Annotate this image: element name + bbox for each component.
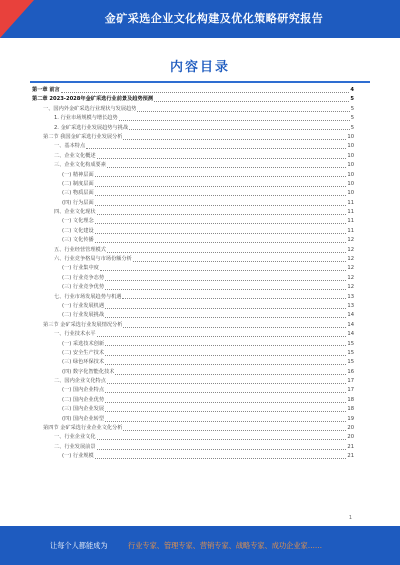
toc-leader-dots xyxy=(105,317,346,318)
toc-leader-dots xyxy=(107,383,347,384)
toc-entry[interactable] xyxy=(32,452,354,461)
toc-leader-dots xyxy=(105,345,346,346)
toc-leader-dots xyxy=(61,92,350,93)
toc-entry[interactable] xyxy=(32,396,354,405)
toc-entry-page: 5 xyxy=(350,96,354,103)
toc-entry[interactable] xyxy=(32,293,354,302)
toc-leader-dots xyxy=(105,355,346,356)
toc-leader-dots xyxy=(105,402,346,403)
toc-entry[interactable] xyxy=(32,349,354,358)
toc-entry[interactable] xyxy=(32,133,354,142)
toc-leader-dots xyxy=(105,364,346,365)
toc-entry-page: 5 xyxy=(350,105,354,112)
toc-entry[interactable] xyxy=(32,255,354,264)
toc-entry-text: 一、国内外金矿采选行业现状与发展趋势 xyxy=(43,105,137,112)
toc-entry-page: 11 xyxy=(347,227,354,234)
toc-entry-text: (一) 国内企业特点 xyxy=(62,387,105,394)
footer-slogan: 行业专家、管理专家、营销专家、战略专家、成功企业家…… xyxy=(128,541,323,550)
toc-entry[interactable] xyxy=(32,377,354,386)
toc-entry-text: 一、行业技术水平 xyxy=(54,331,96,338)
toc-entry-text: 第二章 2023-2028年金矿采选行业前景及趋势预测 xyxy=(32,96,154,103)
toc-entry-page: 15 xyxy=(347,349,354,356)
toc-entry[interactable] xyxy=(32,405,354,414)
toc-entry[interactable] xyxy=(32,217,354,226)
toc-entry-text: 四、企业文化现状 xyxy=(54,209,96,216)
toc-entry-text: (一) 文化理念 xyxy=(62,218,94,225)
toc-entry-text: (三) 行业竞争优势 xyxy=(62,284,105,291)
toc-entry-text: 七、行业市场发展趋势与机遇 xyxy=(54,293,122,300)
toc-leader-dots xyxy=(122,298,346,299)
toc-entry-page: 12 xyxy=(347,284,354,291)
toc-leader-dots xyxy=(105,308,346,309)
toc-entry-text: 三、企业文化构成要素 xyxy=(54,162,106,169)
footer-bar xyxy=(0,526,400,565)
toc-entry[interactable] xyxy=(32,387,354,396)
toc-entry-text: (四) 行为层面 xyxy=(62,199,94,206)
toc-entry-page: 10 xyxy=(347,190,354,197)
toc-entry-page: 18 xyxy=(347,406,354,413)
toc-entry-text: (三) 物质层面 xyxy=(62,190,94,197)
toc-leader-dots xyxy=(97,158,347,159)
toc-entry-page: 5 xyxy=(350,124,354,131)
toc-divider xyxy=(30,81,370,83)
toc-entry-page: 14 xyxy=(347,321,354,328)
toc-entry-page: 10 xyxy=(347,143,354,150)
toc-entry-page: 17 xyxy=(347,387,354,394)
toc-entry[interactable] xyxy=(32,321,354,330)
toc-entry-text: (一) 精神层面 xyxy=(62,171,94,178)
toc-entry-page: 18 xyxy=(347,396,354,403)
toc-entry[interactable] xyxy=(32,180,354,189)
toc-entry-page: 11 xyxy=(347,199,354,206)
toc-entry-text: 二、行业发展前景 xyxy=(54,443,96,450)
toc-entry[interactable] xyxy=(32,124,354,133)
toc-leader-dots xyxy=(95,458,347,459)
toc-entry[interactable] xyxy=(32,246,354,255)
toc-entry-page: 11 xyxy=(347,209,354,216)
toc-entry[interactable] xyxy=(32,274,354,283)
toc-entry-page: 10 xyxy=(347,152,354,159)
toc-leader-dots xyxy=(105,392,346,393)
toc-entry-page: 12 xyxy=(347,237,354,244)
toc-entry[interactable] xyxy=(32,311,354,320)
toc-leader-dots xyxy=(123,430,346,431)
toc-entry-text: (一) 行业集中度 xyxy=(62,265,99,272)
toc-entry[interactable] xyxy=(32,424,354,433)
toc-entry[interactable] xyxy=(32,95,354,104)
toc-entry-text: 五、行业经营管理模式 xyxy=(54,246,106,253)
toc-entry-page: 17 xyxy=(347,378,354,385)
toc-leader-dots xyxy=(95,205,347,206)
toc-entry-text: 一、基本特点 xyxy=(54,143,86,150)
toc-entry-text: 2. 金矿采选行业发展趋势与挑战 xyxy=(54,124,129,131)
toc-leader-dots xyxy=(95,195,347,196)
toc-entry-page: 15 xyxy=(347,359,354,366)
toc-entry-text: (二) 文化建设 xyxy=(62,227,94,234)
toc-entry-text: (四) 国内企业转型 xyxy=(62,415,105,422)
toc-leader-dots xyxy=(95,176,347,177)
toc-entry-page: 16 xyxy=(347,368,354,375)
toc-entry[interactable] xyxy=(32,171,354,180)
toc-leader-dots xyxy=(105,411,346,412)
table-of-contents xyxy=(32,86,354,462)
toc-leader-dots xyxy=(97,336,347,337)
toc-entry[interactable] xyxy=(32,208,354,217)
toc-entry-text: 第一章 前言 xyxy=(32,86,60,93)
toc-entry-page: 21 xyxy=(347,453,354,460)
toc-entry-text: (二) 行业发展挑战 xyxy=(62,312,105,319)
toc-leader-dots xyxy=(97,449,347,450)
toc-leader-dots xyxy=(97,214,347,215)
toc-entry[interactable] xyxy=(32,189,354,198)
toc-entry-text: (二) 制度层面 xyxy=(62,180,94,187)
toc-entry[interactable] xyxy=(32,443,354,452)
toc-leader-dots xyxy=(154,101,349,102)
toc-entry-page: 11 xyxy=(347,218,354,225)
toc-leader-dots xyxy=(97,439,347,440)
toc-leader-dots xyxy=(105,289,346,290)
toc-entry-page: 12 xyxy=(347,274,354,281)
toc-leader-dots xyxy=(137,111,349,112)
toc-entry-page: 10 xyxy=(347,180,354,187)
toc-entry[interactable] xyxy=(32,415,354,424)
toc-entry-text: 一、行业企业文化 xyxy=(54,434,96,441)
toc-leader-dots xyxy=(123,139,346,140)
toc-entry-text: 第三节 金矿采选行业发展情况分析 xyxy=(43,321,123,328)
toc-entry-page: 14 xyxy=(347,331,354,338)
toc-entry-text: (二) 安全生产技术 xyxy=(62,349,105,356)
toc-entry-text: (三) 绿色环保技术 xyxy=(62,359,105,366)
toc-entry[interactable] xyxy=(32,227,354,236)
toc-heading: 内容目录 xyxy=(169,60,230,75)
toc-entry[interactable] xyxy=(32,236,354,245)
toc-entry[interactable] xyxy=(32,368,354,377)
toc-leader-dots xyxy=(95,233,347,234)
toc-entry-page: 20 xyxy=(347,434,354,441)
toc-entry-page: 12 xyxy=(347,256,354,263)
toc-entry-text: 二、国内企业文化特点 xyxy=(54,378,106,385)
toc-entry-page: 19 xyxy=(347,415,354,422)
toc-entry[interactable] xyxy=(32,340,354,349)
toc-entry-text: (一) 行业发展机遇 xyxy=(62,302,105,309)
header-red-triangle xyxy=(0,0,34,38)
toc-leader-dots xyxy=(105,421,346,422)
toc-entry-text: (四) 数字化智能化技术 xyxy=(62,368,115,375)
toc-entry-page: 12 xyxy=(347,246,354,253)
toc-entry[interactable] xyxy=(32,86,354,95)
toc-leader-dots xyxy=(119,120,350,121)
toc-leader-dots xyxy=(133,261,347,262)
toc-entry-text: (一) 行业规模 xyxy=(62,453,94,460)
toc-leader-dots xyxy=(86,148,346,149)
toc-entry[interactable] xyxy=(32,330,354,339)
toc-entry[interactable] xyxy=(32,199,354,208)
toc-entry-page: 20 xyxy=(347,425,354,432)
toc-entry-page: 4 xyxy=(350,86,354,93)
toc-entry-text: 六、行业竞争格局与市场份额分析 xyxy=(54,256,132,263)
toc-entry[interactable] xyxy=(32,142,354,151)
toc-leader-dots xyxy=(107,252,347,253)
toc-entry-page: 21 xyxy=(347,443,354,450)
toc-entry-text: 第二节 我国金矿采选行业发展分析 xyxy=(43,133,123,140)
footer-lead-text: 让每个人都能成为 xyxy=(50,541,108,550)
toc-entry-text: (三) 文化传播 xyxy=(62,237,94,244)
toc-entry-text: (一) 采选技术创新 xyxy=(62,340,105,347)
toc-leader-dots xyxy=(95,186,347,187)
toc-entry-text: 二、企业文化概述 xyxy=(54,152,96,159)
toc-entry-text: (二) 行业竞争态势 xyxy=(62,274,105,281)
report-header-bar xyxy=(0,0,400,38)
toc-entry-page: 13 xyxy=(347,293,354,300)
toc-entry-text: 1. 行业市场规模与增长趋势 xyxy=(54,115,118,122)
toc-entry[interactable] xyxy=(32,358,354,367)
toc-leader-dots xyxy=(95,242,347,243)
report-title: 金矿采选企业文化构建及优化策略研究报告 xyxy=(104,12,324,25)
toc-entry-text: 第四节 金矿采选行业企业文化分析 xyxy=(43,425,123,432)
toc-entry-page: 14 xyxy=(347,312,354,319)
toc-entry[interactable] xyxy=(32,264,354,273)
toc-entry[interactable] xyxy=(32,114,354,123)
toc-leader-dots xyxy=(100,270,347,271)
toc-entry-text: (三) 国内企业发展 xyxy=(62,406,105,413)
toc-entry-page: 12 xyxy=(347,265,354,272)
toc-entry[interactable] xyxy=(32,105,354,114)
toc-entry[interactable] xyxy=(32,152,354,161)
page-number: 1 xyxy=(348,515,352,521)
toc-entry[interactable] xyxy=(32,283,354,292)
toc-leader-dots xyxy=(115,374,346,375)
toc-leader-dots xyxy=(105,280,346,281)
toc-leader-dots xyxy=(107,167,347,168)
toc-entry[interactable] xyxy=(32,302,354,311)
toc-leader-dots xyxy=(123,327,346,328)
toc-entry-page: 10 xyxy=(347,171,354,178)
toc-entry-page: 5 xyxy=(350,115,354,122)
toc-entry-page: 13 xyxy=(347,302,354,309)
toc-entry-page: 15 xyxy=(347,340,354,347)
toc-leader-dots xyxy=(95,223,347,224)
toc-leader-dots xyxy=(129,129,350,130)
toc-entry-page: 10 xyxy=(347,133,354,140)
toc-entry-text: (二) 国内企业优势 xyxy=(62,396,105,403)
toc-entry[interactable] xyxy=(32,161,354,170)
toc-entry[interactable] xyxy=(32,433,354,442)
toc-entry-page: 10 xyxy=(347,162,354,169)
